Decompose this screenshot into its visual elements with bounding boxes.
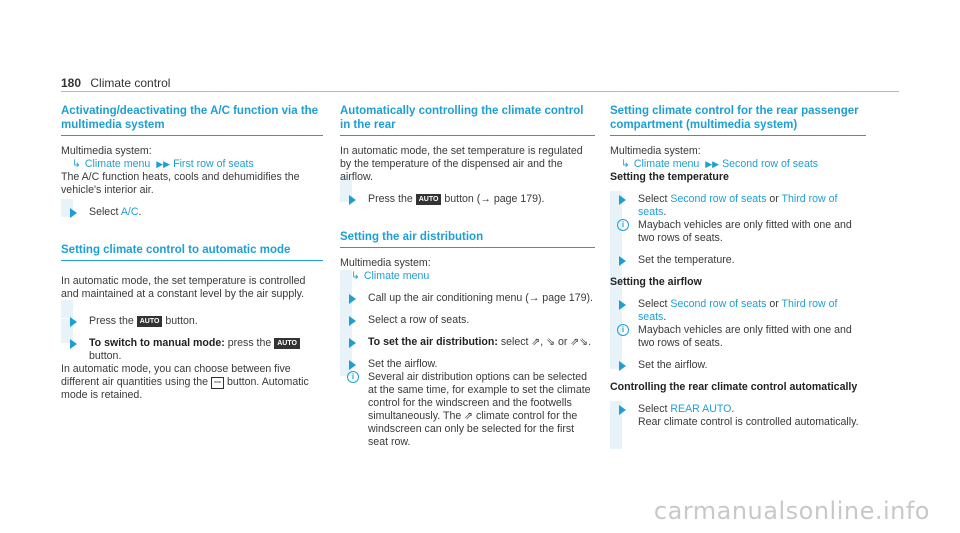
step-text: select ⇗, ⇘ or ⇗⇘.	[497, 336, 592, 348]
step-arrow-icon	[619, 361, 626, 371]
info-icon: i	[617, 219, 629, 231]
step-text-end: .	[663, 206, 667, 218]
section-heading: Setting the air distribution	[340, 230, 595, 248]
fan-button-icon: ꟷ	[211, 377, 224, 389]
step-text: Call up the air conditioning menu (→ page 179).	[368, 292, 593, 304]
step-lead: To set the air distribution:	[368, 336, 498, 348]
path-arrow-icon: ↳	[72, 158, 81, 170]
step-text-end: .	[731, 403, 735, 415]
third-row-link[interactable]: Third row of seats	[638, 298, 838, 323]
info-icon: i	[347, 371, 359, 383]
step-arrow-icon	[70, 339, 77, 349]
label-multimedia: Multimedia system:	[340, 257, 431, 269]
step-text: or	[766, 298, 782, 310]
info-icon: i	[617, 324, 629, 336]
step-arrow-icon	[619, 300, 626, 310]
step	[610, 254, 866, 267]
step	[61, 337, 323, 363]
step-text: Set the airflow.	[638, 359, 708, 371]
path-climate-menu[interactable]: Climate menu	[84, 158, 151, 170]
column-1	[61, 104, 323, 402]
page-number: 180	[61, 76, 82, 90]
step	[61, 315, 323, 328]
section-heading: Setting climate control to automatic mode	[61, 243, 323, 261]
subheading: Setting the temperature	[610, 171, 729, 183]
note-text: Maybach vehicles are only fitted with one and two rows of seats.	[638, 324, 852, 349]
step	[340, 193, 595, 206]
path-first-row[interactable]: First row of seats	[173, 158, 254, 170]
second-row-link[interactable]: Second row of seats	[670, 298, 767, 310]
step	[340, 292, 595, 305]
paragraph-text: In automatic mode, you can choose between five different air quantities using the	[61, 363, 291, 388]
page-header	[61, 76, 170, 90]
step-text: Rear climate control is controlled automatically.	[638, 416, 859, 428]
step	[610, 193, 866, 219]
step-text-end: button.	[89, 350, 122, 362]
path-climate-menu[interactable]: Climate menu	[633, 158, 700, 170]
step-text: Set the airflow.	[368, 358, 438, 370]
step-text: Select	[638, 193, 671, 205]
menu-path	[72, 158, 323, 171]
path-climate-menu[interactable]: Climate menu	[363, 270, 430, 282]
step	[610, 403, 866, 429]
step-text-end: button (→ page 179).	[444, 193, 545, 205]
label-multimedia: Multimedia system:	[610, 145, 701, 157]
note	[610, 219, 866, 245]
section-heading: Automatically controlling the climate control in the rear	[340, 104, 595, 136]
menu-path	[621, 158, 866, 171]
double-chevron-icon: ▶▶	[156, 159, 171, 169]
menu-path	[351, 270, 595, 283]
paragraph	[61, 363, 323, 402]
note-text: Several air distribution options can be selected at the same time, for example to set the climate control for the windscreen and the footwells simultaneously. The ⇗ climate control for the windscreen can only be selected for the first seat row.	[368, 371, 591, 448]
paragraph: In automatic mode, the set temperature is controlled and maintained at a constant level by the air supply.	[61, 275, 306, 300]
step-text: press the	[224, 337, 272, 349]
step-text: Select	[638, 403, 671, 415]
note	[610, 324, 866, 350]
step-lead: To switch to manual mode:	[89, 337, 225, 349]
subheading: Setting the airflow	[610, 276, 702, 288]
section-heading: Setting climate control for the rear passenger compartment (multimedia system)	[610, 104, 866, 136]
step-text: Press the	[89, 315, 134, 327]
second-row-link[interactable]: Second row of seats	[670, 193, 767, 205]
header-divider	[61, 91, 899, 92]
step-text: Press the	[368, 193, 413, 205]
step	[61, 206, 323, 219]
step	[340, 358, 595, 371]
auto-button-icon: AUTO	[416, 194, 442, 205]
subheading: Controlling the rear climate control automatically	[610, 381, 858, 393]
step	[610, 298, 866, 324]
step-text: Set the temperature.	[638, 254, 735, 266]
step-arrow-icon	[349, 294, 356, 304]
note-text: Maybach vehicles are only fitted with one and two rows of seats.	[638, 219, 852, 244]
note	[340, 371, 595, 449]
step-arrow-icon	[70, 317, 77, 327]
step	[340, 336, 595, 349]
section-title: Climate control	[90, 76, 171, 90]
paragraph: In automatic mode, the set temperature is regulated by the temperature of the dispensed air and the airflow.	[340, 145, 583, 183]
column-2	[340, 104, 595, 449]
third-row-link[interactable]: Third row of seats	[638, 193, 838, 218]
paragraph: The A/C function heats, cools and dehumidifies the vehicle's interior air.	[61, 171, 300, 196]
step-text: Select a row of seats.	[368, 314, 470, 326]
step-arrow-icon	[619, 256, 626, 266]
paragraph-text-end: button. Automatic mode is retained.	[61, 376, 309, 401]
auto-button-icon: AUTO	[137, 316, 163, 327]
ac-link[interactable]: A/C	[120, 206, 139, 218]
auto-button-icon: AUTO	[274, 338, 300, 349]
step-arrow-icon	[349, 360, 356, 370]
step-text-end: button.	[165, 315, 198, 327]
step-arrow-icon	[619, 405, 626, 415]
double-chevron-icon: ▶▶	[705, 159, 720, 169]
label-multimedia: Multimedia system:	[61, 145, 152, 157]
section-heading: Activating/deactivating the A/C function via the multimedia system	[61, 104, 323, 136]
step-text: Select	[89, 206, 121, 218]
step	[610, 359, 866, 372]
step-text-end: .	[663, 311, 667, 323]
rear-auto-link[interactable]: REAR AUTO	[670, 403, 732, 415]
path-second-row[interactable]: Second row of seats	[722, 158, 819, 170]
step-arrow-icon	[349, 338, 356, 348]
step-text-end: .	[138, 206, 142, 218]
path-arrow-icon: ↳	[351, 270, 360, 282]
step-arrow-icon	[349, 316, 356, 326]
step-text: Select	[638, 298, 671, 310]
step	[340, 314, 595, 327]
step-arrow-icon	[619, 195, 626, 205]
watermark: carmanualsonline.info	[653, 497, 930, 525]
step-text: or	[766, 193, 782, 205]
step-arrow-icon	[70, 208, 77, 218]
column-3	[610, 104, 866, 429]
step-arrow-icon	[349, 195, 356, 205]
path-arrow-icon: ↳	[621, 158, 630, 170]
